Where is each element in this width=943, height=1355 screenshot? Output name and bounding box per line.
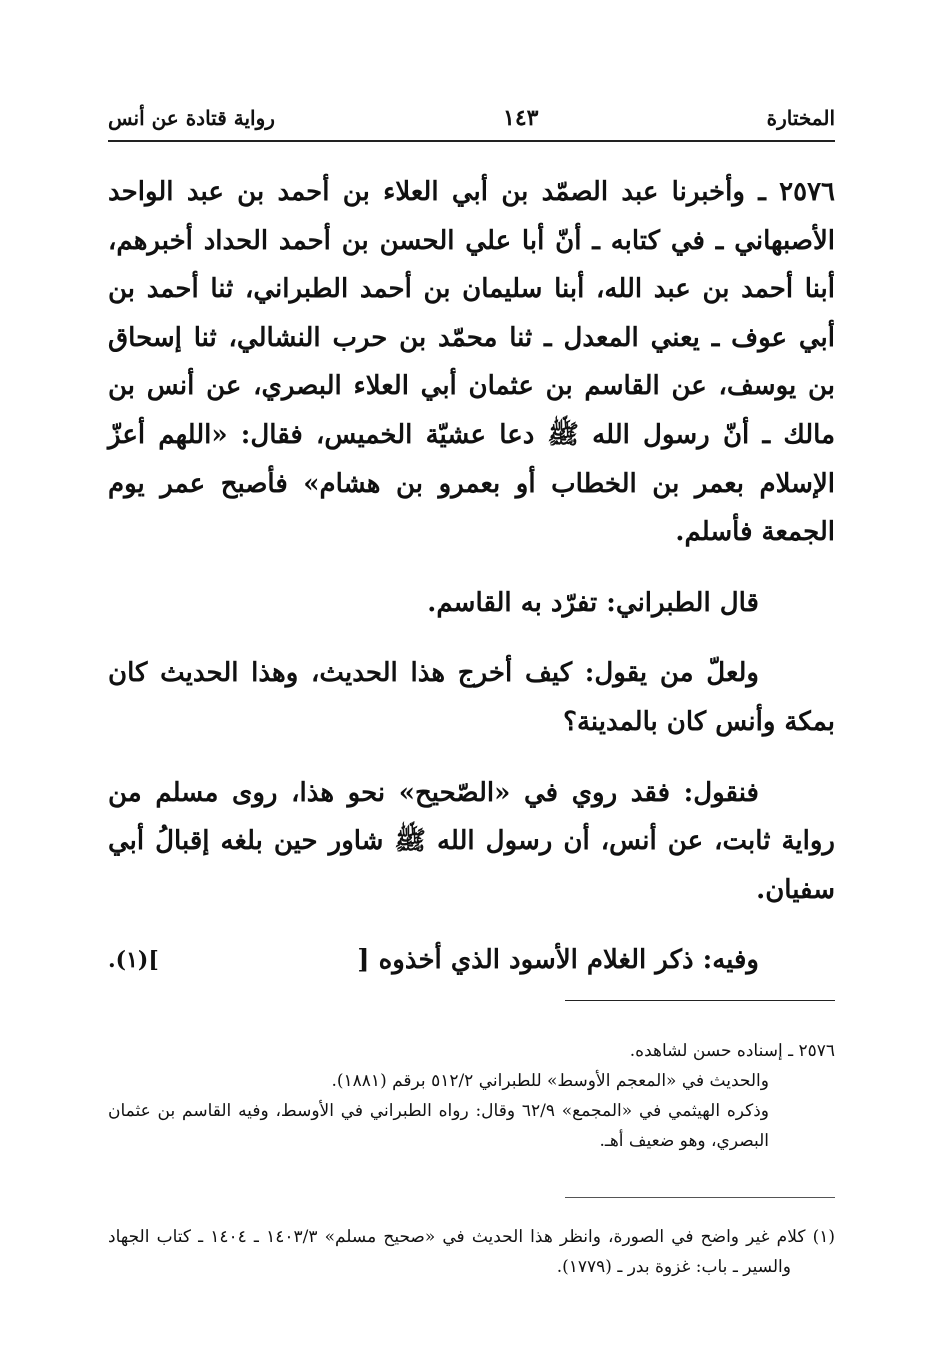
section-title: رواية قتادة عن أنس — [108, 106, 275, 130]
book-title: المختارة — [766, 106, 835, 130]
footnote-line: وذكره الهيثمي في «المجمع» ٦٢/٩ وقال: رواه الطبراني في الأوسط، وفيه القاسم بن عثمان البصري، وهو ضعيف أهـ. — [108, 1101, 770, 1151]
footnote-reference: ](١). — [108, 947, 159, 974]
page-number: ١٤٣ — [503, 105, 539, 131]
editor-note-divider — [565, 1197, 835, 1198]
final-line — [108, 936, 835, 985]
question-paragraph: ولعلّ من يقول: كيف أخرج هذا الحديث، وهذا الحديث كان بمكة وأنس كان بالمدينة؟ — [108, 658, 835, 737]
final-line-text: وفيه: ذكر الغلام الأسود الذي أخذوه [ — [357, 945, 759, 976]
hadith-paragraph: ٢٥٧٦ ـ وأخبرنا عبد الصمّد بن أبي العلاء بن أحمد بن عبد الواحد الأصبهاني ـ في كتابه ـ أنّ أبا علي الحسن بن أحمد الحداد أخبرهم، أبنا أحمد بن عبد الله، أبنا سليمان بن أحمد الطبراني، ثنا أحمد بن أبي عوف ـ يعني المعدل ـ ثنا محمّد بن حرب النشالي، ثنا إسحاق بن يوسف، عن القاسم بن عثمان أبي العلاء البصري، عن أنس بن مالك ـ أنّ رسول الله ﷺ دعا عشيّة الخميس، فقال: «اللهم أعزّ الإسلام بعمر بن الخطاب أو بعمرو بن هشام» فأصبح عمر يوم الجمعة فأسلم. — [108, 177, 835, 548]
editor-footnote — [108, 1222, 835, 1282]
tabarani-remark: قال الطبراني: تفرّد به القاسم. — [427, 587, 759, 618]
footnote-divider — [565, 1000, 835, 1001]
hadith-footnotes — [108, 1036, 835, 1156]
footnote-line: والحديث في «المعجم الأوسط» للطبراني ٥١٢/٢ برقم (١٨٨١). — [331, 1071, 769, 1091]
footnote-line: ٢٥٧٦ ـ إسناده حسن لشاهده. — [629, 1041, 835, 1061]
editor-note-line: (١) كلام غير واضح في الصورة، وانظر هذا الحديث في «صحيح مسلم» ١٤٠٣/٣ ـ ١٤٠٤ ـ كتاب الجهاد والسير ـ باب: غزوة بدر ـ (١٧٧٩). — [108, 1227, 835, 1277]
running-header — [108, 98, 835, 138]
header-divider — [108, 140, 835, 142]
answer-paragraph: فنقول: فقد روي في «الصّحيح» نحو هذا، روى مسلم من رواية ثابت، عن أنس، أن رسول الله ﷺ شاور حين بلغه إقبالُ أبي سفيان. — [108, 777, 835, 905]
main-text — [108, 168, 835, 1007]
